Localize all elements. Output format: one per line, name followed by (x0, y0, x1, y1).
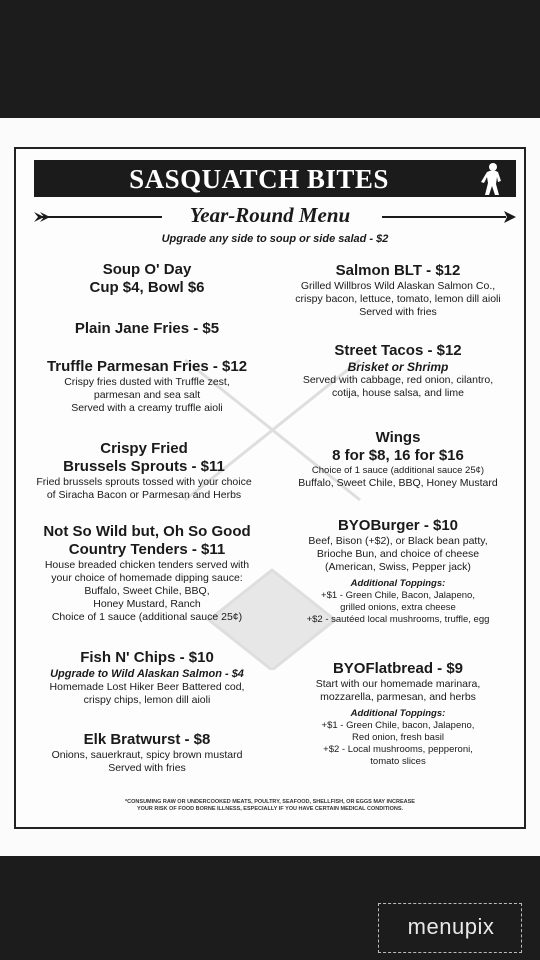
toppings-label: Additional Toppings: (350, 708, 446, 719)
food-safety-disclaimer (60, 799, 480, 813)
disclaimer-line: *CONSUMING RAW OR UNDERCOOKED MEATS, POULTRY, SEAFOOD, SHELLFISH, OR EGGS MAY INCREASE (125, 799, 415, 805)
item-description: crispy bacon, lettuce, tomato, lemon dill aioli (295, 293, 501, 305)
top-dark-band (0, 0, 540, 118)
toppings-label: Additional Toppings: (350, 578, 446, 589)
item-description: Brioche Bun, and choice of cheese (316, 548, 480, 560)
item-description: Grilled Willbros Wild Alaskan Salmon Co., (300, 280, 496, 292)
item-options: Brisket or Shrimp (347, 360, 449, 374)
item-description: Beef, Bison (+$2), or Black bean patty, (308, 535, 488, 547)
item-description: Fried brussels sprouts tossed with your choice (36, 476, 252, 488)
item-name: Crispy Fried (100, 440, 188, 457)
disclaimer-line: YOUR RISK OF FOOD BORNE ILLNESS, ESPECIALLY IF YOU HAVE CERTAIN MEDICAL CONDITIONS. (136, 806, 404, 812)
item-description: House breaded chicken tenders served with (44, 559, 250, 571)
item-name: Plain Jane Fries - $5 (74, 320, 220, 337)
item-description: of Siracha Bacon or Parmesan and Herbs (46, 489, 242, 501)
menu-item-wings (278, 429, 518, 490)
item-description: Buffalo, Sweet Chile, BBQ, Honey Mustard (298, 477, 498, 489)
item-name: Street Tacos - $12 (334, 342, 462, 359)
right-arrow-ornament (382, 210, 516, 224)
item-price: Cup $4, Bowl $6 (89, 279, 205, 296)
item-upgrade: Upgrade to Wild Alaskan Salmon - $4 (50, 668, 244, 680)
item-description: cotija, house salsa, and lime (332, 387, 464, 399)
item-description: Choice of 1 sauce (additional sauce 25¢) (51, 611, 243, 623)
item-name: BYOFlatbread - $9 (332, 660, 464, 677)
item-name: Not So Wild but, Oh So Good (43, 523, 251, 540)
item-name: Brussels Sprouts - $11 (63, 458, 225, 475)
menu-item-plain-fries (30, 320, 264, 338)
item-description: Honey Mustard, Ranch (93, 598, 201, 610)
item-description: crispy chips, lemon dill aioli (83, 694, 211, 706)
menu-item-byoflatbread (278, 660, 518, 768)
topping-line: +$1 - Green Chile, Bacon, Jalapeno, (321, 590, 475, 601)
item-name: Salmon BLT - $12 (335, 262, 461, 279)
topping-line: +$2 - Local mushrooms, pepperoni, (323, 744, 473, 755)
bigfoot-icon (476, 162, 508, 196)
item-name: Fish N' Chips - $10 (80, 649, 214, 666)
item-description: Served with fries (359, 306, 437, 318)
item-description: mozzarella, parmesan, and herbs (320, 691, 476, 703)
topping-line: +$1 - Green Chile, bacon, Jalapeno, (321, 720, 475, 731)
item-name: Elk Bratwurst - $8 (83, 731, 211, 748)
menu-subtitle: Year-Round Menu (189, 203, 351, 227)
menupix-watermark (378, 903, 522, 953)
menupix-logo-text: menupix (407, 914, 495, 939)
item-name: Soup O' Day (102, 261, 192, 278)
topping-line: tomato slices (370, 756, 426, 767)
menu-item-salmon-blt (278, 262, 518, 319)
item-description: parmesan and sea salt (93, 389, 201, 401)
menu-item-street-tacos (278, 342, 518, 400)
item-description: Served with fries (108, 762, 186, 774)
menu-item-country-tenders (30, 523, 264, 624)
upgrade-note: Upgrade any side to soup or side salad - $2 (161, 233, 389, 245)
item-description: Homemade Lost Hiker Beer Battered cod, (49, 681, 245, 693)
left-arrow-ornament (34, 210, 164, 224)
menu-item-soup (30, 261, 264, 297)
topping-line: +$2 - sautéed local mushrooms, truffle, egg (306, 614, 490, 625)
restaurant-title: SASQUATCH BITES (129, 164, 389, 194)
item-description: Buffalo, Sweet Chile, BBQ, (84, 585, 210, 597)
menu-item-fish-n-chips (30, 649, 264, 707)
item-description: Choice of 1 sauce (additional sauce 25¢) (311, 465, 485, 476)
item-description: Served with cabbage, red onion, cilantro, (302, 374, 494, 386)
menu-item-truffle-fries (30, 358, 264, 415)
menu-item-elk-bratwurst (30, 731, 264, 775)
item-name: BYOBurger - $10 (337, 517, 459, 534)
item-name: Wings (375, 429, 421, 446)
menu-item-brussels-sprouts (24, 440, 264, 502)
topping-line: Red onion, fresh basil (352, 732, 444, 743)
item-description: Served with a creamy truffle aioli (71, 402, 223, 414)
item-description: Crispy fries dusted with Truffle zest, (64, 376, 230, 388)
item-description: your choice of homemade dipping sauce: (51, 572, 243, 584)
item-name: Country Tenders - $11 (68, 541, 226, 558)
item-description: (American, Swiss, Pepper jack) (325, 561, 471, 573)
item-name: Truffle Parmesan Fries - $12 (46, 358, 248, 375)
item-description: Onions, sauerkraut, spicy brown mustard (51, 749, 243, 761)
topping-line: grilled onions, extra cheese (340, 602, 456, 613)
title-banner (34, 160, 516, 197)
item-price: 8 for $8, 16 for $16 (332, 447, 464, 464)
item-description: Start with our homemade marinara, (315, 678, 481, 690)
menu-item-byoburger (278, 517, 518, 626)
